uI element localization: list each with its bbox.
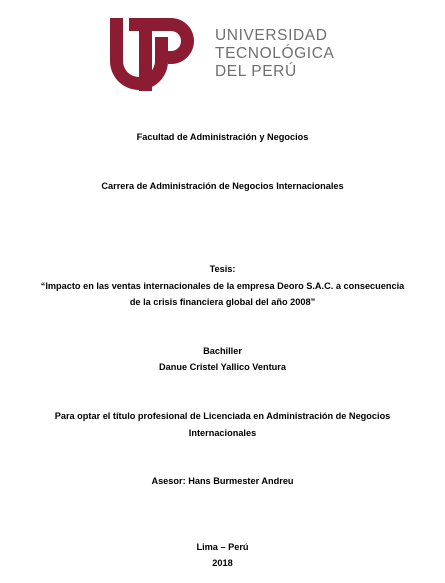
university-name-line-3: DEL PERÚ: [215, 63, 297, 80]
city-line: Lima – Perú: [196, 542, 249, 552]
career-heading: Carrera de Administración de Negocios Internacionales: [101, 181, 344, 191]
utp-logo-icon: [106, 15, 196, 93]
purpose-line-2: Internacionales: [188, 428, 257, 438]
degree-label: Bachiller: [203, 346, 242, 356]
purpose-line-1: Para optar el título profesional de Licenciada en Administración de Negocios: [54, 411, 391, 421]
university-name-line-2: TECNOLÓGICA: [215, 45, 335, 62]
thesis-title-line-2: de la crisis financiera global del año 2008”: [129, 297, 316, 307]
advisor-line: Asesor: Hans Burmester Andreu: [151, 476, 294, 486]
thesis-label: Tesis:: [209, 264, 236, 274]
year-line: 2018: [212, 558, 233, 568]
author-name: Danue Cristel Yallico Ventura: [159, 362, 286, 372]
university-name-line-1: UNIVERSIDAD: [215, 27, 328, 44]
thesis-title-line-1: “Impacto en las ventas internacionales de la empresa Deoro S.A.C. a consecuencia: [40, 281, 405, 291]
faculty-heading: Facultad de Administración y Negocios: [136, 132, 309, 142]
university-name: [215, 27, 355, 81]
